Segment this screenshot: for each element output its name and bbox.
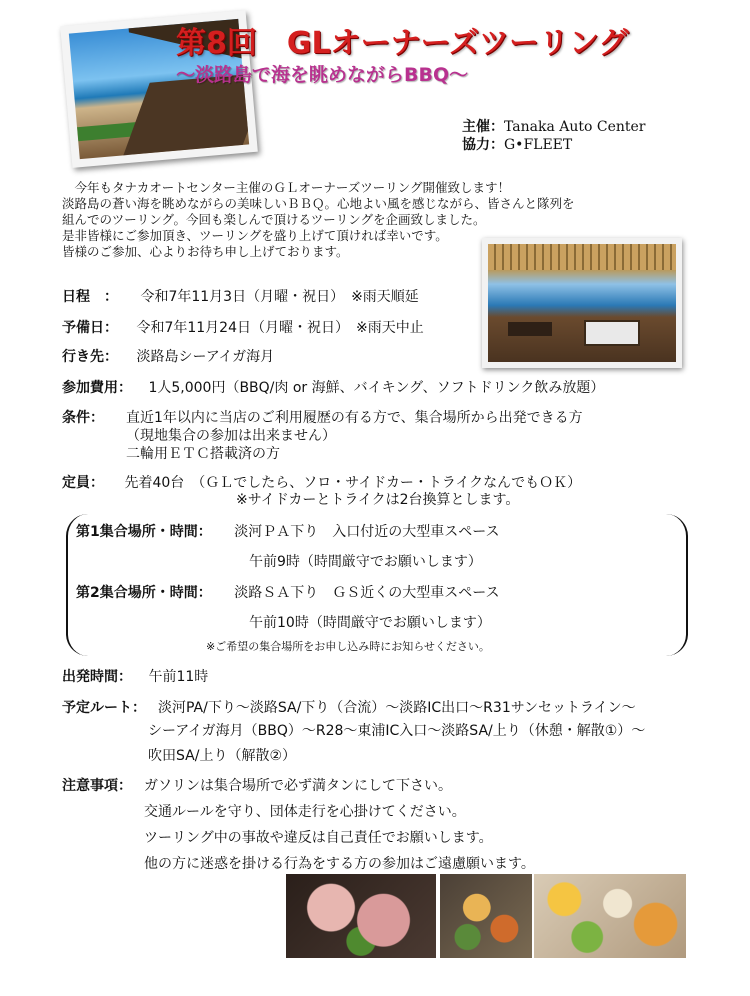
destination-value: 淡路島シーアイガ海月: [136, 349, 275, 365]
seafood-photo: [440, 874, 532, 958]
fee-value: 1人5,000円（BBQ/肉 or 海鮮、バイキング、ソフトドリンク飲み放題）: [148, 380, 605, 396]
route-label-row: [62, 697, 146, 717]
condition-line: （現地集合の参加は出来ません）: [126, 428, 336, 444]
intro-line: 組んでのツーリング。今回も楽しんで頂けるツーリングを企画致しました。: [62, 212, 486, 227]
host-label: 主催：: [462, 119, 504, 135]
route-label: 予定ルート：: [62, 700, 146, 716]
capacity-note: ※サイドカーとトライクは2台換算とします。: [236, 492, 520, 508]
capacity-value: 先着40台 （ＧＬでしたら、ソロ・サイドカー・トライクなんでもＯＫ）: [124, 475, 582, 491]
date-row: [62, 286, 419, 306]
meeting-first-label: 第1集合場所・時間：: [76, 524, 212, 540]
notes-line: ツーリング中の事故や違反は自己責任でお願いします。: [144, 830, 493, 846]
condition-label: 条件：: [62, 410, 104, 426]
route-line: シーアイガ海月（BBQ）～R28～東浦IC入口～淡路SA/上り（休憩・解散①）～: [148, 723, 646, 739]
fee-label: 参加費用：: [62, 380, 132, 396]
page-subtitle: ～淡路島で海を眺めながらBBQ～: [176, 64, 469, 86]
organizer-host: [462, 116, 646, 136]
route-line: 淡河PA/下り～淡路SA/下り（合流）～淡路IC出口～R31サンセットライン～: [158, 700, 636, 716]
destination-label: 行き先：: [62, 349, 118, 365]
meeting-second-time: 午前10時（時間厳守でお願いします）: [249, 615, 491, 631]
date-label: 日程 ：: [62, 289, 118, 305]
meeting-second-place: 淡路ＳＡ下り ＧＳ近くの大型車スペース: [234, 585, 500, 601]
destination-row: [62, 346, 274, 366]
meeting-first-place: 淡河ＰＡ下り 入口付近の大型車スペース: [234, 524, 500, 540]
terrace-photo: [482, 238, 682, 368]
reserve-value: 令和7年11月24日（月曜・祝日） ※雨天中止: [136, 320, 424, 336]
bbq-meat-photo: [286, 874, 436, 958]
condition-line: 直近1年以内に当店のご利用履歴の有る方で、集合場所から出発できる方: [126, 410, 583, 426]
page-title: 第8回 GLオーナーズツーリング: [176, 26, 629, 61]
departure-row: [62, 666, 208, 686]
condition-label-row: [62, 407, 104, 427]
host-value: Tanaka Auto Center: [504, 119, 646, 135]
coop-label: 協力：: [462, 137, 504, 153]
buffet-photo: [534, 874, 686, 958]
intro-line: 是非皆様にご参加頂き、ツーリングを盛り上げて頂ければ幸いです。: [62, 228, 448, 243]
meeting-second-row: [76, 582, 500, 602]
date-value: 令和7年11月3日（月曜・祝日） ※雨天順延: [140, 289, 419, 305]
meeting-first-time: 午前9時（時間厳守でお願いします）: [249, 554, 482, 570]
capacity-label: 定員：: [62, 475, 104, 491]
reserve-row: [62, 317, 424, 337]
departure-label: 出発時間：: [62, 669, 132, 685]
meeting-note: ※ご希望の集合場所をお申し込み時にお知らせください。: [206, 640, 490, 653]
reserve-label: 予備日：: [62, 320, 118, 336]
coop-value: G•FLEET: [504, 137, 573, 153]
departure-value: 午前11時: [148, 669, 209, 685]
notes-label: 注意事項：: [62, 778, 132, 794]
meeting-first-row: [76, 521, 500, 541]
notes-line: ガソリンは集合場所で必ず満タンにして下さい。: [144, 778, 452, 794]
notes-line: 他の方に迷惑を掛ける行為をする方の参加はご遠慮願います。: [144, 856, 535, 872]
notes-line: 交通ルールを守り、団体走行を心掛けてください。: [144, 804, 466, 820]
notes-label-row: [62, 775, 132, 795]
fee-row: [62, 377, 604, 397]
intro-line: 淡路島の蒼い海を眺めながらの美味しいＢＢＱ。心地よい風を感じながら、皆さんと隊列を: [62, 196, 575, 211]
meeting-second-label: 第2集合場所・時間：: [76, 585, 212, 601]
route-line: 吹田SA/上り（解散②）: [148, 748, 296, 764]
intro-line: 今年もタナカオートセンター主催のＧＬオーナーズツーリング開催致します！: [62, 180, 511, 195]
intro-line: 皆様のご参加、心よりお待ち申し上げております。: [62, 244, 349, 259]
organizer-coop: [462, 134, 572, 154]
condition-line: 二輪用ＥＴＣ搭載済の方: [126, 446, 280, 462]
